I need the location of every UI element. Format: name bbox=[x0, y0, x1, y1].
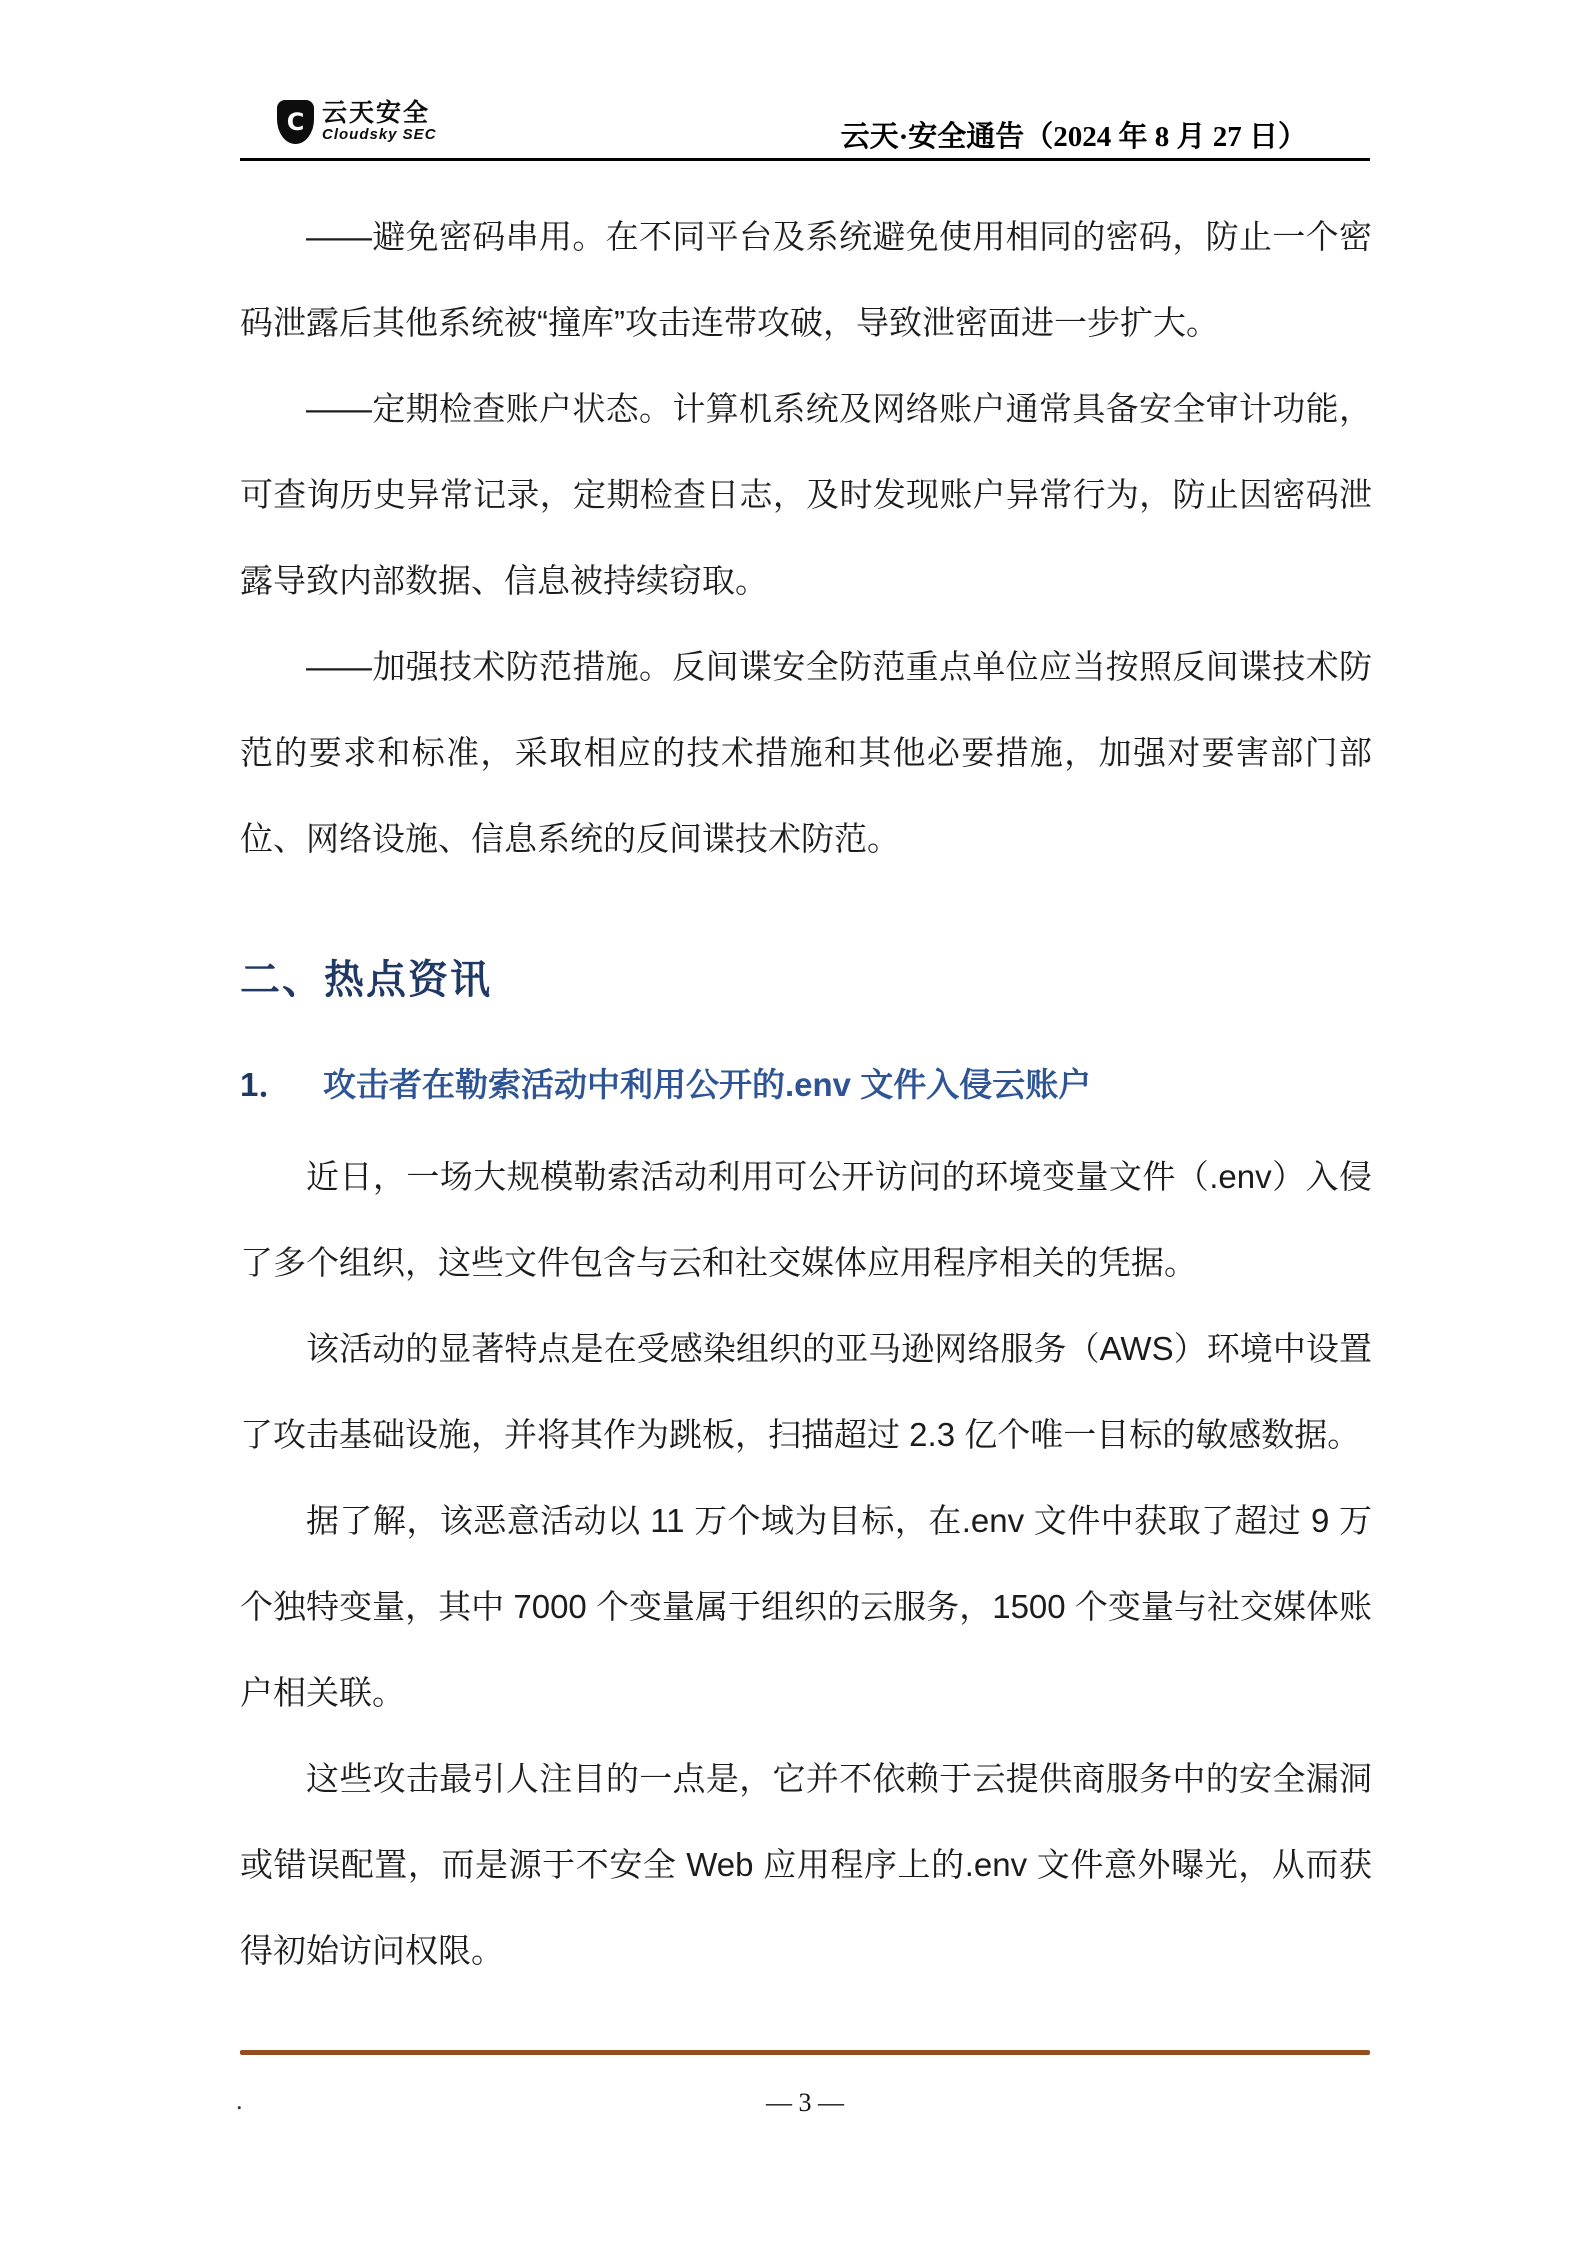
brand-name-zh: 云天安全 bbox=[322, 99, 431, 127]
header-rule bbox=[240, 158, 1370, 161]
news-item-body bbox=[240, 1134, 1372, 1994]
cloudsky-logo bbox=[277, 100, 437, 144]
footer-rule bbox=[240, 2050, 1370, 2055]
news-paragraph: 该活动的显著特点是在受感染组织的亚马逊网络服务（AWS）环境中设置了攻击基础设施，并将其作为跳板，扫描超过 2.3 亿个唯一目标的敏感数据。 bbox=[240, 1330, 1372, 1453]
section-heading: 二、热点资讯 bbox=[240, 958, 492, 1002]
brand-name-en: Cloudsky SEC bbox=[322, 126, 437, 143]
news-item-title: 攻击者在勒索活动中利用公开的.env 文件入侵云账户 bbox=[323, 1066, 1092, 1103]
news-paragraph: 近日，一场大规模勒索活动利用可公开访问的环境变量文件（.env）入侵了多个组织，这些文件包含与云和社交媒体应用程序相关的凭据。 bbox=[240, 1158, 1372, 1281]
news-item-number: 1． bbox=[240, 1066, 292, 1103]
page-number: — 3 — bbox=[766, 2088, 844, 2117]
shield-monogram-letter: C bbox=[286, 108, 305, 136]
news-paragraph: 据了解，该恶意活动以 11 万个域为目标，在.env 文件中获取了超过 9 万个独特变量，其中 7000 个变量属于组织的云服务，1500 个变量与社交媒体账户相关联。 bbox=[240, 1502, 1372, 1711]
intro-paragraph: ——加强技术防范措施。反间谍安全防范重点单位应当按照反间谍技术防范的要求和标准，采取相应的技术措施和其他必要措施，加强对要害部门部位、网络设施、信息系统的反间谍技术防范。 bbox=[240, 648, 1372, 857]
shield-monogram-icon bbox=[277, 100, 314, 144]
news-paragraph: 这些攻击最引人注目的一点是，它并不依赖于云提供商服务中的安全漏洞或错误配置，而是源于不安全 Web 应用程序上的.env 文件意外曝光，从而获得初始访问权限。 bbox=[240, 1760, 1372, 1969]
footer-stray-dot: . bbox=[236, 2086, 243, 2115]
document-body bbox=[240, 194, 1372, 1994]
intro-paragraph: ——避免密码串用。在不同平台及系统避免使用相同的密码，防止一个密码泄露后其他系统被“撞库”攻击连带攻破，导致泄密面进一步扩大。 bbox=[240, 218, 1372, 341]
logo-text bbox=[322, 100, 437, 144]
news-item-heading bbox=[240, 1065, 1372, 1105]
header-title: 云天·安全通告（2024 年 8 月 27 日） bbox=[840, 121, 1307, 153]
intro-paragraph: ——定期检查账户状态。计算机系统及网络账户通常具备安全审计功能，可查询历史异常记录，定期检查日志，及时发现账户异常行为，防止因密码泄露导致内部数据、信息被持续窃取。 bbox=[240, 390, 1372, 599]
